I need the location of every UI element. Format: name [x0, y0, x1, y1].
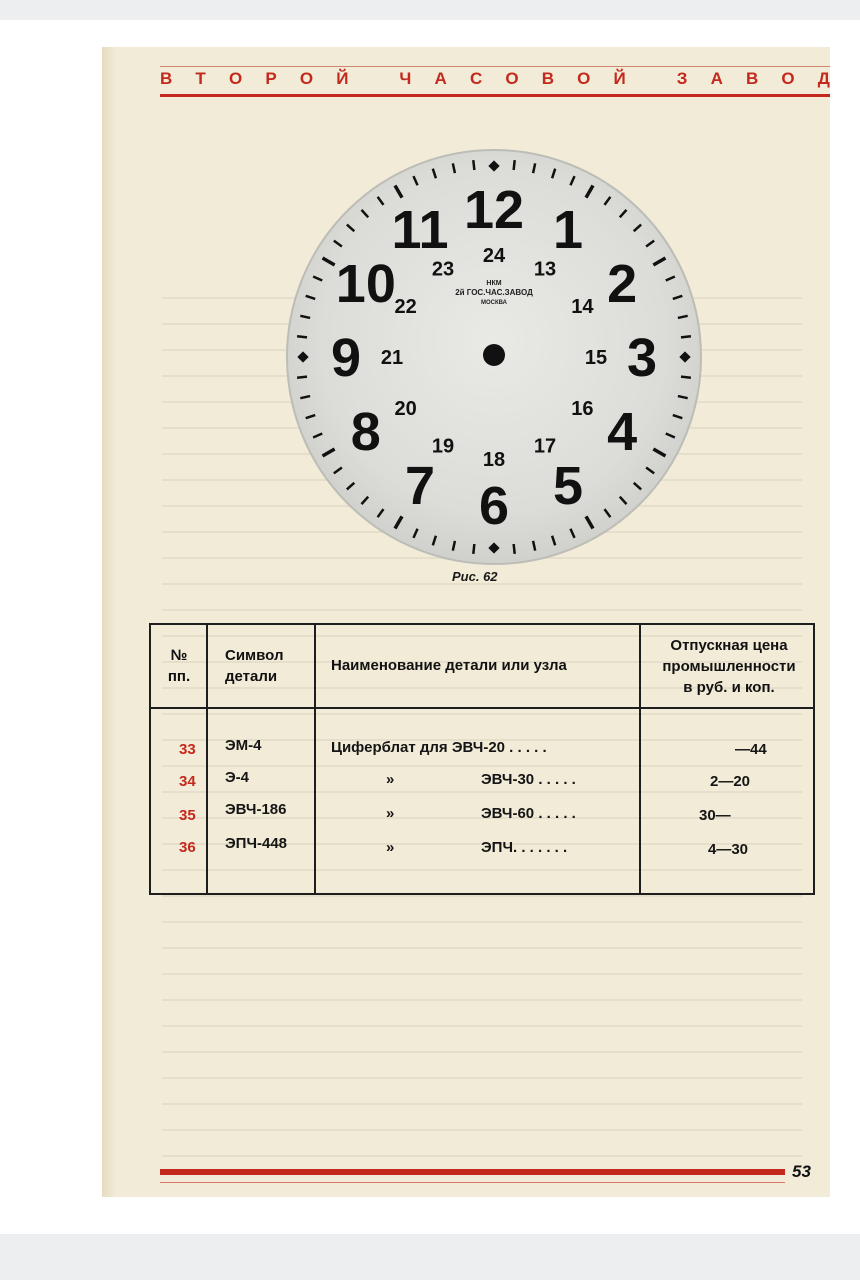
hour24-numeral: 14 — [571, 296, 594, 318]
ditto-mark: » — [386, 805, 395, 822]
header-letter: Ч — [399, 69, 412, 88]
header-letter: Й — [613, 69, 626, 88]
header-letter — [372, 69, 377, 89]
row-name: Циферблат для ЭВЧ-20 . . . . . — [331, 739, 547, 756]
header-letter: З — [676, 69, 688, 88]
header-letter: А — [434, 69, 447, 88]
header-letter: Т — [195, 69, 206, 88]
minute-tick — [681, 377, 691, 378]
row-name: ЭПЧ. . . . . . . — [481, 839, 568, 856]
col-divider — [314, 625, 316, 893]
hour24-numeral: 24 — [482, 245, 506, 267]
row-name: ЭВЧ-60 . . . . . — [481, 805, 576, 822]
hour-numeral: 6 — [478, 476, 510, 536]
row-symbol: ЭМ-4 — [225, 737, 262, 754]
header-divider — [151, 707, 813, 709]
center-pin — [483, 344, 505, 366]
hour-numeral: 9 — [330, 328, 362, 388]
header-letter — [649, 69, 654, 89]
header-letter: В — [745, 69, 759, 88]
header-letter: О — [781, 69, 795, 88]
hour-numeral: 4 — [607, 402, 638, 462]
parts-price-table — [149, 623, 815, 895]
header-rule — [160, 94, 830, 97]
hour24-numeral: 13 — [533, 258, 557, 281]
top-bar — [0, 0, 860, 20]
hour24-numeral: 23 — [431, 258, 455, 281]
page-number: 53 — [792, 1162, 811, 1181]
header-num: № пп. — [167, 647, 191, 685]
row-name: ЭВЧ-30 . . . . . — [481, 771, 576, 788]
header-letter: Д — [817, 69, 830, 88]
row-symbol: Э-4 — [225, 769, 250, 786]
header-letter: А — [710, 69, 723, 88]
header-letter: Й — [336, 69, 349, 88]
row-symbol: ЭПЧ-448 — [225, 835, 288, 852]
hour24-numeral: 20 — [394, 398, 417, 420]
footer-thin-rule — [160, 1182, 785, 1183]
page-header — [160, 69, 830, 89]
hour24-numeral: 17 — [533, 435, 557, 458]
header-letter: В — [541, 69, 555, 88]
brand-line-2: 2й ГОС.ЧАС.ЗАВОД — [455, 288, 533, 297]
header-letter: О — [299, 69, 314, 88]
hour-numeral: 11 — [391, 199, 449, 260]
minute-tick — [681, 336, 691, 337]
book-page — [102, 47, 830, 1197]
minute-tick — [473, 160, 474, 170]
col-divider — [206, 625, 208, 893]
header-symbol: Символ детали — [225, 647, 284, 685]
ditto-mark: » — [386, 771, 395, 788]
row-number: 36 — [179, 839, 196, 856]
hour-numeral: 12 — [463, 180, 525, 240]
hour-numeral: 5 — [552, 456, 584, 517]
figure-caption: Рис. 62 — [452, 569, 498, 584]
minute-tick — [514, 544, 515, 554]
header-thin-rule — [160, 66, 830, 67]
hour-numeral: 1 — [552, 199, 584, 260]
header-letter: С — [469, 69, 483, 88]
hour-numeral: 10 — [335, 254, 396, 314]
hour-numeral: 7 — [404, 456, 436, 517]
row-number: 33 — [179, 741, 196, 758]
hour-numeral: 8 — [350, 402, 381, 462]
row-price: —44 — [735, 741, 767, 758]
hour24-numeral: 21 — [380, 347, 404, 369]
row-number: 34 — [179, 773, 196, 790]
minute-tick — [514, 160, 515, 170]
clock-dial-figure — [282, 145, 706, 569]
row-price: 4—30 — [708, 841, 749, 858]
row-symbol: ЭВЧ-186 — [225, 801, 287, 818]
footer-rule — [160, 1169, 785, 1175]
header-letter: О — [505, 69, 519, 88]
header-letter: В — [160, 69, 173, 88]
row-number: 35 — [179, 807, 196, 824]
col-divider — [639, 625, 641, 893]
minute-tick — [297, 377, 307, 378]
minute-tick — [297, 336, 307, 337]
brand-line-1: НКМ — [486, 280, 502, 287]
minute-tick — [473, 544, 474, 554]
hour24-numeral: 18 — [482, 449, 506, 471]
bottom-bar — [0, 1234, 860, 1280]
header-letter: О — [228, 69, 243, 88]
header-name: Наименование детали или узла — [331, 657, 567, 674]
header-letter: О — [577, 69, 591, 88]
row-price: 30— — [699, 807, 731, 824]
brand-line-3: МОСКВА — [480, 300, 508, 306]
hour24-numeral: 19 — [431, 435, 455, 458]
header-letter: Р — [265, 69, 277, 88]
row-price: 2—20 — [710, 773, 751, 790]
hour24-numeral: 16 — [571, 398, 594, 420]
ditto-mark: » — [386, 839, 395, 856]
hour24-numeral: 15 — [584, 347, 608, 369]
clock-dial — [282, 145, 706, 569]
hour24-numeral: 22 — [394, 296, 417, 318]
hour-numeral: 3 — [626, 328, 658, 388]
header-price: Отпускная цена промышленности в руб. и коп. — [662, 637, 796, 696]
hour-numeral: 2 — [607, 254, 638, 314]
page-spine-shadow — [102, 47, 116, 1197]
